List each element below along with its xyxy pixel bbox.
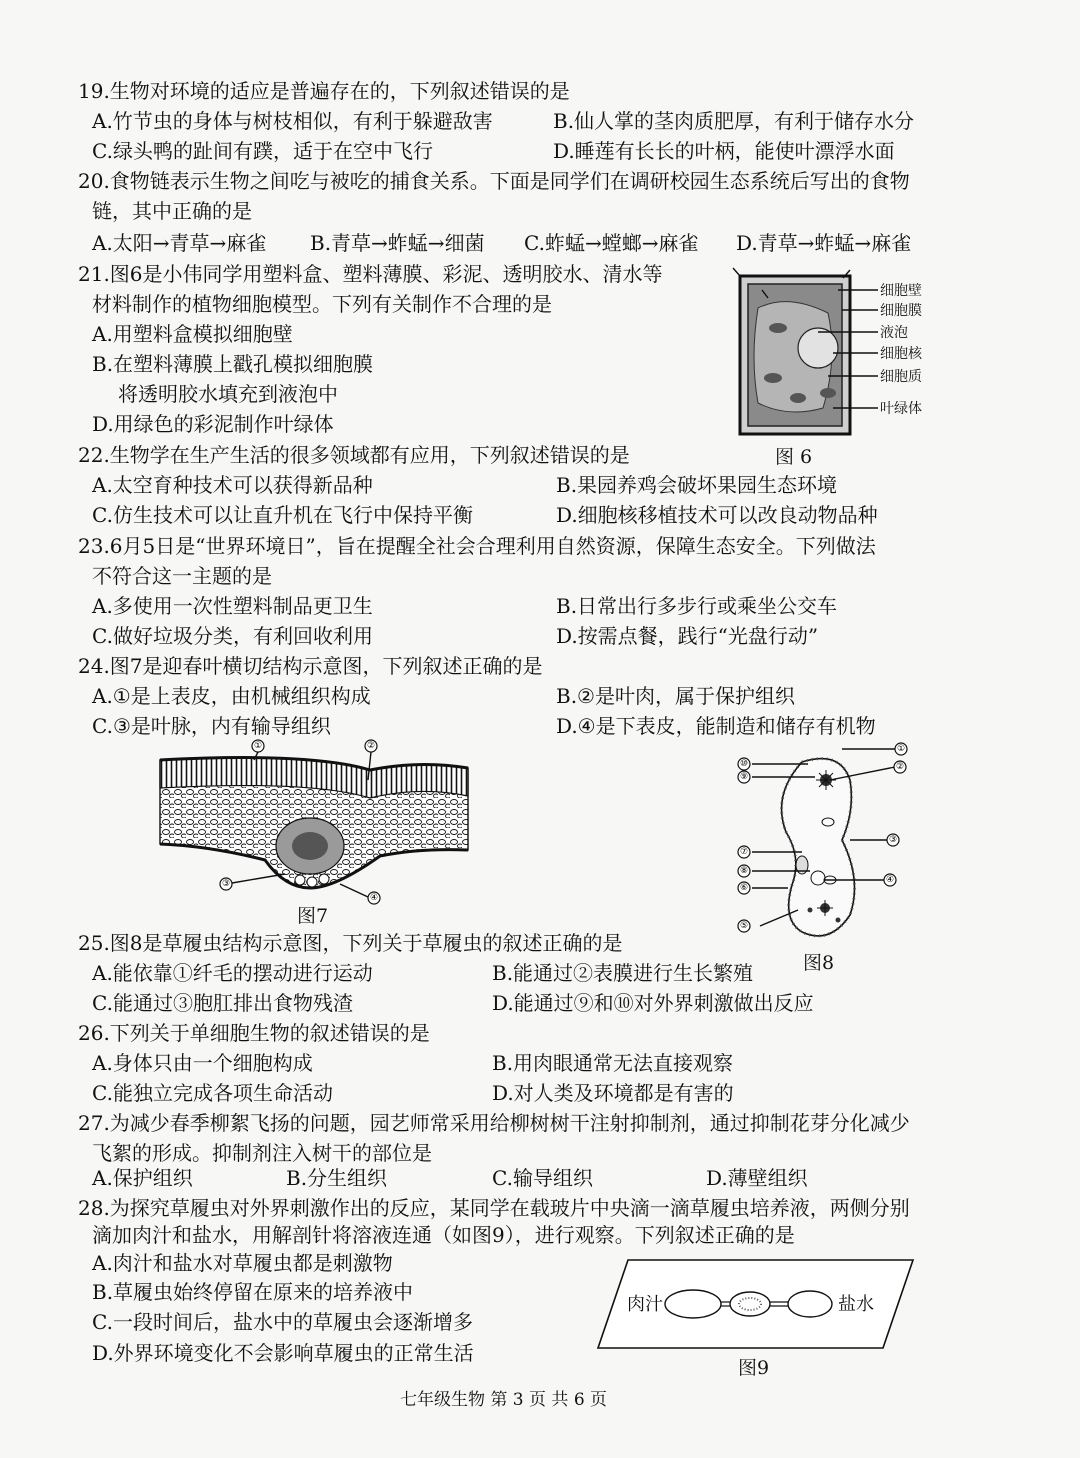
fig7-marker-3: ③	[221, 879, 231, 889]
fig7-marker-4: ④	[369, 893, 379, 903]
fig8-marker-5: ⑤	[739, 921, 749, 931]
fig8-caption: 图8	[803, 952, 835, 974]
fig8-marker-2: ②	[895, 762, 905, 772]
q28-option-b: B.草履虫始终停留在原来的培养液中	[92, 1280, 414, 1304]
q25-option-c: C.能通过③胞肛排出食物残渣	[92, 991, 353, 1015]
q20-option-c: C.蚱蜢→螳螂→麻雀	[524, 231, 699, 255]
fig9-label-salt-water: 盐水	[838, 1294, 874, 1315]
q21-option-c: 将透明胶水填充到液泡中	[118, 382, 338, 406]
fig8-marker-4: ④	[885, 875, 895, 885]
q21-stem-line2: 材料制作的植物细胞模型。下列有关制作不合理的是	[92, 292, 552, 316]
page-footer: 七年级生物 第 3 页 共 6 页	[400, 1390, 608, 1410]
q22-option-a: A.太空育种技术可以获得新品种	[92, 473, 373, 497]
fig6-caption: 图 6	[775, 446, 813, 468]
q21-option-d: D.用绿色的彩泥制作叶绿体	[92, 412, 334, 436]
q20-stem-line1: 20.食物链表示生物之间吃与被吃的捕食关系。下面是同学们在调研校园生态系统后写出的食物	[78, 169, 910, 193]
q21-stem-line1: 21.图6是小伟同学用塑料盒、塑料薄膜、彩泥、透明胶水、清水等	[78, 262, 663, 286]
q22-stem: 22.生物学在生产生活的很多领域都有应用，下列叙述错误的是	[78, 443, 630, 467]
fig8-marker-9: ⑨	[739, 772, 749, 782]
figure-8-paramecium	[730, 740, 910, 945]
q26-option-c: C.能独立完成各项生命活动	[92, 1081, 333, 1105]
q23-option-c: C.做好垃圾分类，有利回收利用	[92, 624, 373, 648]
q24-option-d: D.④是下表皮，能制造和储存有机物	[556, 714, 876, 738]
fig6-label-vacuole: 液泡	[880, 325, 908, 341]
q21-option-b: B.在塑料薄膜上戳孔模拟细胞膜	[92, 352, 374, 376]
q23-option-a: A.多使用一次性塑料制品更卫生	[92, 594, 373, 618]
q19-option-d: D.睡莲有长长的叶柄，能使叶漂浮水面	[553, 139, 895, 163]
fig9-label-meat-broth: 肉汁	[627, 1294, 663, 1315]
fig7-marker-2: ②	[366, 741, 376, 751]
q27-option-b: B.分生组织	[286, 1166, 388, 1190]
q22-option-c: C.仿生技术可以让直升机在飞行中保持平衡	[92, 503, 473, 527]
q19-option-a: A.竹节虫的身体与树枝相似，有利于躲避敌害	[92, 109, 493, 133]
q23-option-b: B.日常出行多步行或乘坐公交车	[556, 594, 838, 618]
q20-option-a: A.太阳→青草→麻雀	[92, 231, 267, 255]
q23-option-d: D.按需点餐，践行“光盘行动”	[556, 624, 819, 648]
fig8-marker-6: ⑥	[739, 883, 749, 893]
q19-stem: 19.生物对环境的适应是普遍存在的，下列叙述错误的是	[78, 79, 570, 103]
q21-option-a: A.用塑料盒模拟细胞壁	[92, 322, 293, 346]
q19-option-b: B.仙人掌的茎肉质肥厚，有利于储存水分	[553, 109, 915, 133]
q27-option-c: C.输导组织	[492, 1166, 593, 1190]
q24-option-b: B.②是叶肉，属于保护组织	[556, 684, 795, 708]
q19-option-c: C.绿头鸭的趾间有蹼，适于在空中飞行	[92, 139, 433, 163]
fig8-marker-1: ①	[896, 744, 906, 754]
q28-option-c: C.一段时间后，盐水中的草履虫会逐渐增多	[92, 1310, 473, 1334]
q28-option-d: D.外界环境变化不会影响草履虫的正常生活	[92, 1341, 474, 1365]
fig7-caption: 图7	[297, 905, 329, 927]
q25-stem: 25.图8是草履虫结构示意图，下列关于草履虫的叙述正确的是	[78, 931, 623, 955]
figure-7-leaf-section	[150, 738, 480, 906]
q26-option-a: A.身体只由一个细胞构成	[92, 1051, 313, 1075]
q27-stem-line1: 27.为减少春季柳絮飞扬的问题，园艺师常采用给柳树树干注射抑制剂，通过抑制花芽分化减少	[78, 1111, 910, 1135]
fig6-label-cytoplasm: 细胞质	[880, 369, 922, 385]
q27-option-d: D.薄壁组织	[706, 1166, 808, 1190]
q24-stem: 24.图7是迎春叶横切结构示意图，下列叙述正确的是	[78, 654, 543, 678]
q28-stem-line2: 滴加肉汁和盐水，用解剖针将溶液连通（如图9），进行观察。下列叙述正确的是	[92, 1223, 795, 1247]
q28-stem-line1: 28.为探究草履虫对外界刺激作出的反应，某同学在载玻片中央滴一滴草履虫培养液，两侧分别	[78, 1196, 910, 1220]
q23-stem-line2: 不符合这一主题的是	[92, 564, 272, 588]
fig6-label-cell-membrane: 细胞膜	[880, 303, 922, 319]
q25-option-a: A.能依靠①纤毛的摆动进行运动	[92, 961, 373, 985]
q28-option-a: A.肉汁和盐水对草履虫都是刺激物	[92, 1251, 393, 1275]
q26-option-d: D.对人类及环境都是有害的	[492, 1081, 734, 1105]
q22-option-b: B.果园养鸡会破坏果园生态环境	[556, 473, 838, 497]
q20-option-d: D.青草→蚱蜢→麻雀	[736, 231, 912, 255]
q24-option-c: C.③是叶脉，内有输导组织	[92, 714, 331, 738]
q27-stem-line2: 飞絮的形成。抑制剂注入树干的部位是	[92, 1141, 432, 1165]
fig6-label-nucleus: 细胞核	[880, 346, 922, 362]
q20-stem-line2: 链，其中正确的是	[92, 199, 252, 223]
fig6-label-cell-wall: 细胞壁	[880, 283, 922, 299]
fig8-marker-3: ③	[888, 835, 898, 845]
q25-option-d: D.能通过⑨和⑩对外界刺激做出反应	[492, 991, 814, 1015]
fig7-marker-1: ①	[253, 741, 263, 751]
fig8-marker-10: ⑩	[739, 759, 749, 769]
q24-option-a: A.①是上表皮，由机械组织构成	[92, 684, 371, 708]
q25-option-b: B.能通过②表膜进行生长繁殖	[492, 961, 754, 985]
fig8-marker-7: ⑦	[739, 847, 749, 857]
q26-option-b: B.用肉眼通常无法直接观察	[492, 1051, 734, 1075]
q22-option-d: D.细胞核移植技术可以改良动物品种	[556, 503, 878, 527]
q26-stem: 26.下列关于单细胞生物的叙述错误的是	[78, 1021, 430, 1045]
q27-option-a: A.保护组织	[92, 1166, 193, 1190]
fig6-label-chloroplast: 叶绿体	[880, 401, 922, 417]
fig9-caption: 图9	[738, 1357, 770, 1379]
fig8-marker-8: ⑧	[739, 866, 749, 876]
q23-stem-line1: 23.6月5日是“世界环境日”，旨在提醒全社会合理利用自然资源，保障生态安全。下列做法	[78, 534, 876, 558]
q20-option-b: B.青草→蚱蜢→细菌	[310, 231, 485, 255]
